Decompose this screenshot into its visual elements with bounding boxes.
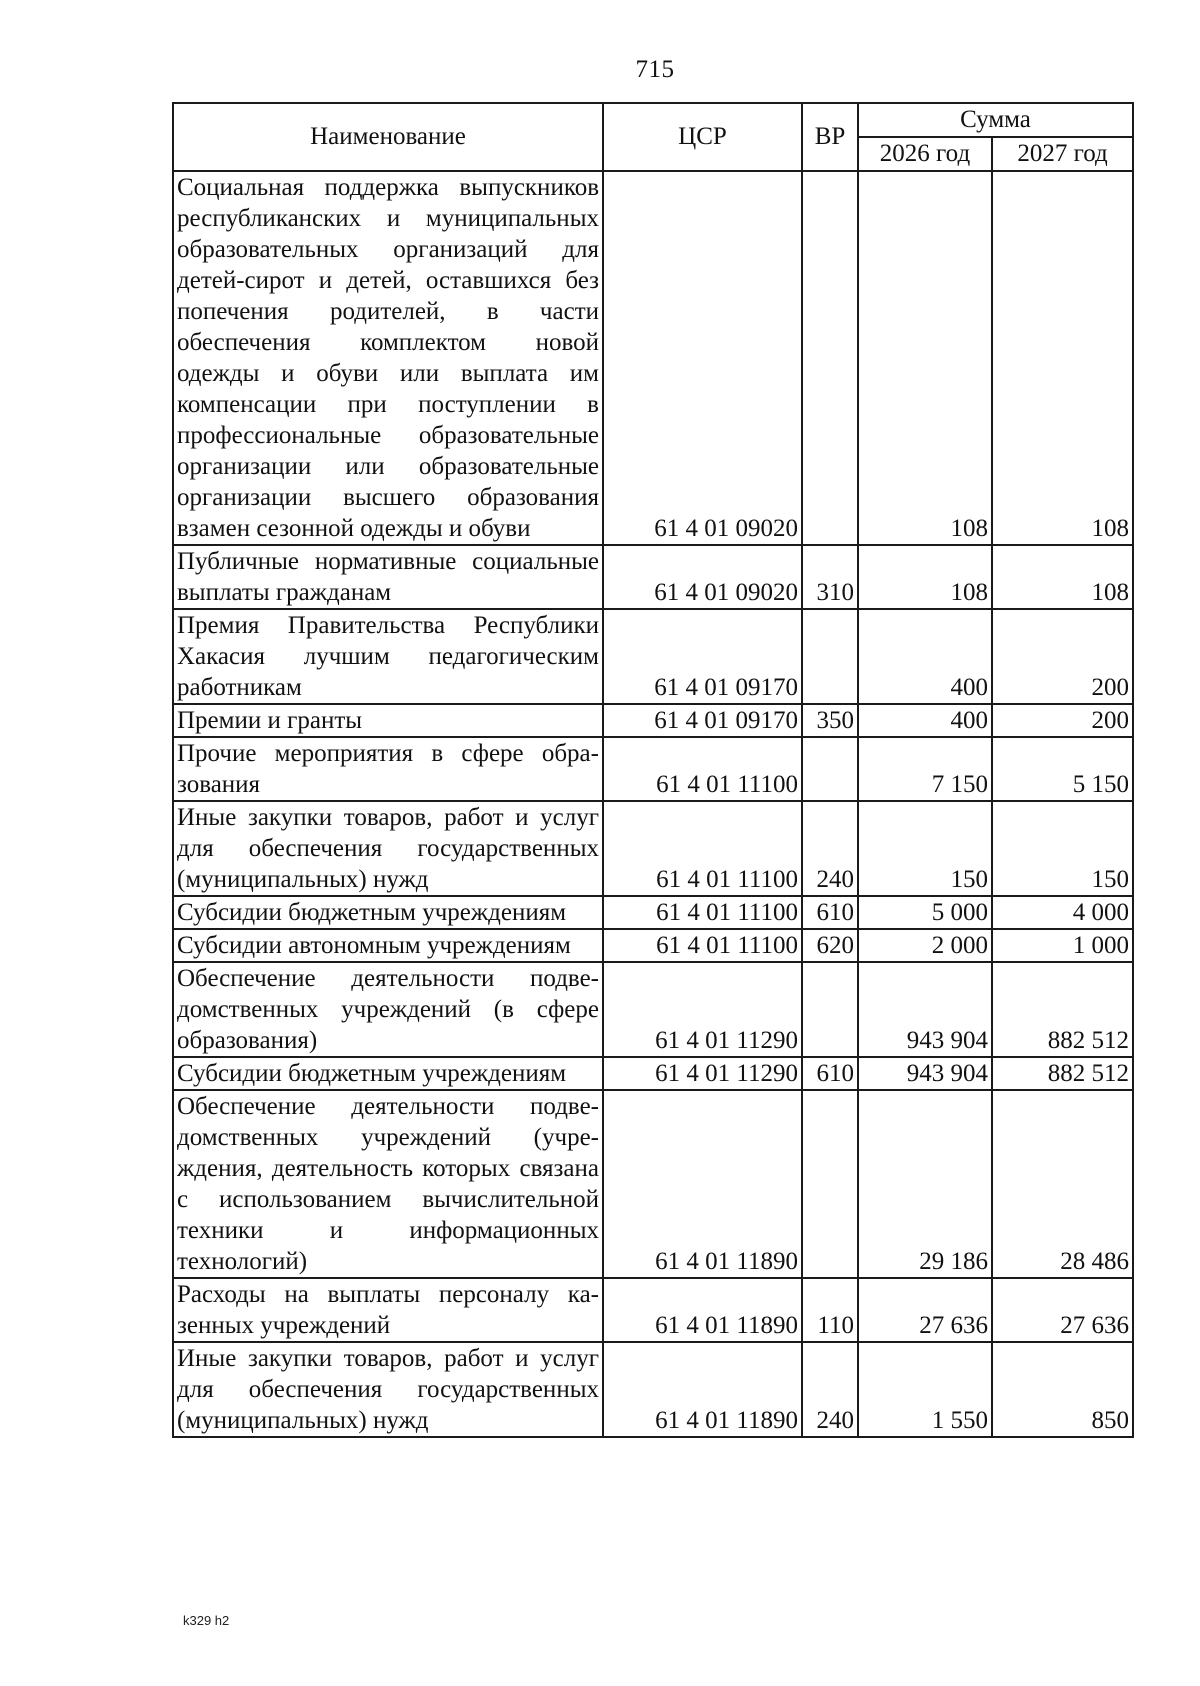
cell-csr: 61 4 01 09170 (603, 704, 802, 737)
cell-amount-2027: 5 150 (992, 737, 1133, 801)
table-body (173, 171, 1133, 1437)
cell-vr: 610 (802, 896, 858, 929)
table-row (173, 171, 1133, 545)
header-name: Наименование (173, 103, 603, 171)
cell-amount-2026: 943 904 (858, 962, 992, 1057)
cell-amount-2027: 150 (992, 801, 1133, 896)
cell-amount-2027: 882 512 (992, 962, 1133, 1057)
cell-name: Иные закупки товаров, работ и услуг для обеспечения государственных (муниципальных) нужд (173, 801, 603, 896)
cell-csr: 61 4 01 11290 (603, 962, 802, 1057)
header-sum: Сумма (858, 103, 1133, 137)
cell-amount-2026: 27 636 (858, 1278, 992, 1342)
cell-csr: 61 4 01 11890 (603, 1090, 802, 1278)
cell-vr: 240 (802, 801, 858, 896)
cell-csr: 61 4 01 11290 (603, 1057, 802, 1090)
cell-name: Субсидии бюджетным учреждениям (173, 1057, 603, 1090)
cell-csr: 61 4 01 11100 (603, 929, 802, 962)
cell-vr: 310 (802, 545, 858, 609)
cell-amount-2026: 943 904 (858, 1057, 992, 1090)
cell-name: Социальная поддержка выпускников республиканских и муниципальных образовательных организаций для детей-сирот и детей, оставшихся без попечения родителей, в части обеспечения комплектом новой одежды и обуви или выплата им компенсации при поступлении в профессиональные образовательные организации или образовательные организации высшего образования взамен сезонной одежды и обуви (173, 171, 603, 545)
table-row (173, 545, 1133, 609)
cell-amount-2026: 2 000 (858, 929, 992, 962)
cell-amount-2026: 5 000 (858, 896, 992, 929)
cell-name: Премии и гранты (173, 704, 603, 737)
header-year-2027: 2027 год (992, 137, 1133, 171)
cell-name: Расходы на выплаты персоналу казенных учреждений (173, 1278, 603, 1342)
budget-table (172, 102, 1134, 1438)
cell-name: Публичные нормативные социальные выплаты гражданам (173, 545, 603, 609)
cell-csr: 61 4 01 11100 (603, 801, 802, 896)
cell-vr (802, 1090, 858, 1278)
cell-vr: 610 (802, 1057, 858, 1090)
table-row (173, 737, 1133, 801)
cell-amount-2027: 4 000 (992, 896, 1133, 929)
cell-csr: 61 4 01 11100 (603, 896, 802, 929)
header-vr: ВР (802, 103, 858, 171)
header-csr: ЦСР (603, 103, 802, 171)
page-number: 715 (635, 56, 675, 83)
cell-amount-2027: 200 (992, 609, 1133, 704)
cell-amount-2027: 882 512 (992, 1057, 1133, 1090)
cell-amount-2027: 200 (992, 704, 1133, 737)
table-row (173, 962, 1133, 1057)
cell-amount-2026: 7 150 (858, 737, 992, 801)
cell-vr (802, 737, 858, 801)
cell-amount-2026: 150 (858, 801, 992, 896)
cell-name: Прочие мероприятия в сфере образования (173, 737, 603, 801)
cell-amount-2027: 850 (992, 1342, 1133, 1437)
cell-csr: 61 4 01 11100 (603, 737, 802, 801)
table-row (173, 929, 1133, 962)
table-row (173, 1090, 1133, 1278)
table-row (173, 609, 1133, 704)
cell-name: Субсидии автономным учреждениям (173, 929, 603, 962)
table-row (173, 1278, 1133, 1342)
cell-amount-2026: 29 186 (858, 1090, 992, 1278)
cell-vr (802, 171, 858, 545)
cell-vr (802, 962, 858, 1057)
cell-vr (802, 609, 858, 704)
cell-amount-2027: 28 486 (992, 1090, 1133, 1278)
cell-csr: 61 4 01 11890 (603, 1278, 802, 1342)
cell-vr: 350 (802, 704, 858, 737)
cell-amount-2026: 108 (858, 171, 992, 545)
cell-amount-2026: 1 550 (858, 1342, 992, 1437)
cell-amount-2026: 400 (858, 609, 992, 704)
footer-code: k329 h2 (183, 1613, 230, 1628)
table-header (173, 103, 1133, 171)
table-row (173, 1342, 1133, 1437)
cell-name: Премия Правительства Республики Хакасия лучшим педагогическим работникам (173, 609, 603, 704)
cell-name: Обеспечение деятельности подведомственных учреждений (учреждения, деятельность которых связана с использованием вычислительной техники и информационных технологий) (173, 1090, 603, 1278)
cell-vr: 620 (802, 929, 858, 962)
cell-csr: 61 4 01 09020 (603, 545, 802, 609)
cell-csr: 61 4 01 09170 (603, 609, 802, 704)
cell-amount-2026: 108 (858, 545, 992, 609)
cell-amount-2027: 27 636 (992, 1278, 1133, 1342)
table-row (173, 801, 1133, 896)
cell-amount-2027: 108 (992, 545, 1133, 609)
cell-name: Обеспечение деятельности подведомственных учреждений (в сфере образования) (173, 962, 603, 1057)
cell-csr: 61 4 01 09020 (603, 171, 802, 545)
cell-name: Субсидии бюджетным учреждениям (173, 896, 603, 929)
cell-name: Иные закупки товаров, работ и услуг для обеспечения государственных (муниципальных) нужд (173, 1342, 603, 1437)
cell-csr: 61 4 01 11890 (603, 1342, 802, 1437)
table-row (173, 896, 1133, 929)
cell-amount-2026: 400 (858, 704, 992, 737)
header-year-2026: 2026 год (858, 137, 992, 171)
cell-amount-2027: 1 000 (992, 929, 1133, 962)
cell-vr: 110 (802, 1278, 858, 1342)
cell-vr: 240 (802, 1342, 858, 1437)
table-row (173, 1057, 1133, 1090)
cell-amount-2027: 108 (992, 171, 1133, 545)
table-row (173, 704, 1133, 737)
